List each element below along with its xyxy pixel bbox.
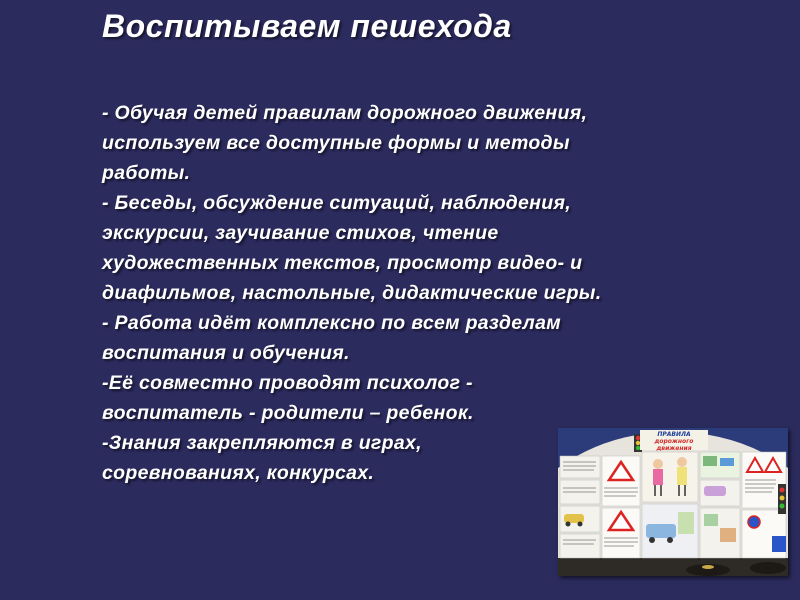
slide-title: Воспитываем пешехода — [102, 8, 512, 44]
body-line: соревнованиях, конкурсах. — [102, 462, 375, 484]
body-line: -Знания закрепляются в играх, — [102, 432, 422, 454]
body-line: воспитания и обучения. — [102, 342, 350, 364]
body-line: воспитатель - родители – ребенок. — [102, 402, 474, 424]
body-line: экскурсии, заучивание стихов, чтение — [102, 222, 499, 244]
body-line: - Обучая детей правилам дорожного движения, — [102, 102, 588, 124]
poster-caption-subtitle: дорожного движения — [654, 438, 694, 452]
body-line: диафильмов, настольные, дидактические игры. — [102, 282, 602, 304]
body-line: - Работа идёт комплексно по всем разделам — [102, 312, 561, 334]
body-line: - Беседы, обсуждение ситуаций, наблюдения, — [102, 192, 571, 214]
prohibition-sign-icon — [748, 516, 760, 528]
body-line: работы. — [102, 162, 191, 184]
body-line: -Её совместно проводят психолог - — [102, 372, 473, 394]
road-rules-poster-photo — [558, 428, 788, 576]
body-line: используем все доступные формы и методы — [102, 132, 570, 154]
poster-caption — [642, 431, 706, 452]
poster-caption-title: ПРАВИЛА — [657, 431, 691, 438]
body-line: художественных текстов, просмотр видео- и — [102, 252, 583, 274]
